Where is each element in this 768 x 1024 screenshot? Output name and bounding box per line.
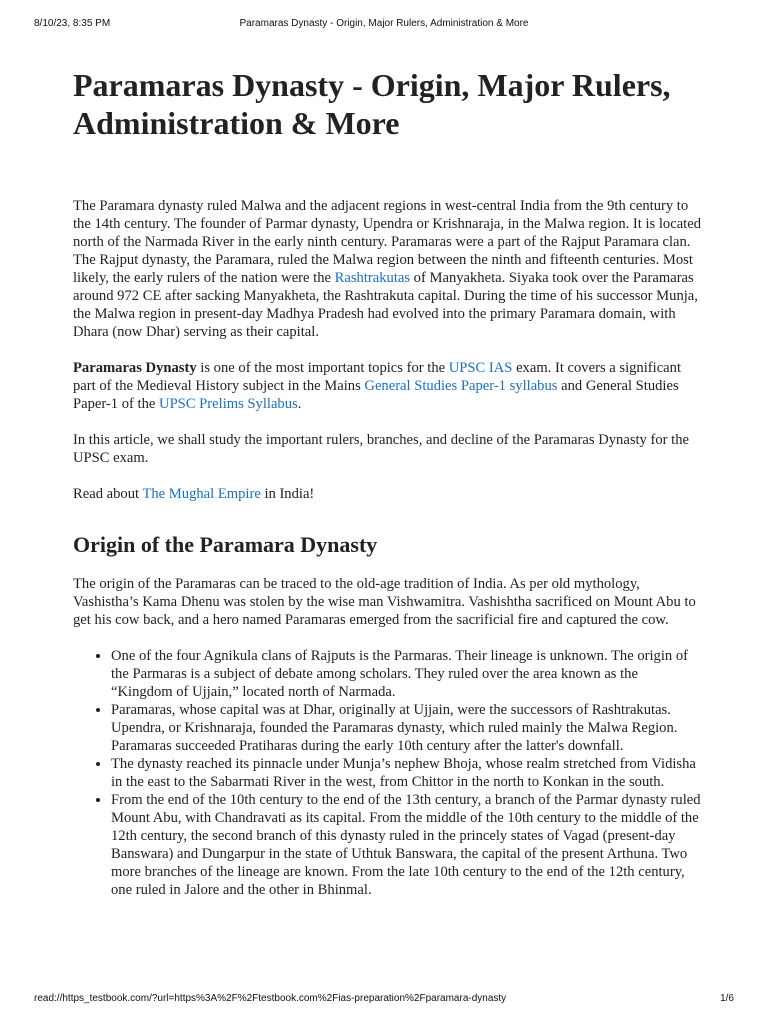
origin-bullet-list bbox=[73, 647, 703, 899]
print-footer bbox=[34, 993, 734, 1007]
gs-paper-1-syllabus-link[interactable]: General Studies Paper-1 syllabus bbox=[364, 378, 558, 394]
page-number: 1/6 bbox=[720, 993, 734, 1004]
list-item: • From the end of the 10th century to the end of the 13th century, a branch of the Parmar dynasty ruled Mount Abu, with Chandravati as its capital. From the middle of the 10th century to the middle of the 12th century, the second branch of this dynasty ruled in the princely states of Vagad (present-day Banswara) and Dungarpur in the state of Uthtuk Banswara, the capital of the present Arthuna. Two more branches of the lineage are known. From the late 10th century to the end of the 12th century, one ruled in Jalore and the other in Bhinmal. bbox=[111, 791, 703, 899]
importance-text-3: and General Studies Paper-1 of the bbox=[73, 378, 679, 412]
origin-paragraph: The origin of the Paramaras can be traced to the old-age tradition of India. As per old mythology, Vashistha’s Kama Dhenu was stolen by the wise man Vishwamitra. Vashishtha sacrificed on Mount Abu to get his cow back, and a hero named Paramaras emerged from the sacrificial fire and captured the cow. bbox=[73, 576, 696, 628]
importance-text-1: is one of the most important topics for the bbox=[196, 360, 449, 376]
list-item: • The dynasty reached its pinnacle under Munja’s nephew Bhoja, whose realm stretched from Vidisha in the east to the Sabarmati River in the west, from Chittor in the north to Konkan in the south. bbox=[111, 755, 703, 791]
read-about-prefix: Read about bbox=[73, 486, 143, 502]
print-header bbox=[34, 18, 734, 32]
origin-heading: Origin of the Paramara Dynasty bbox=[73, 532, 378, 557]
intro-paragraph bbox=[73, 197, 703, 341]
importance-paragraph bbox=[73, 359, 703, 413]
importance-text-4: . bbox=[297, 396, 302, 412]
article-title: Paramaras Dynasty - Origin, Major Rulers, Administration & More bbox=[73, 67, 671, 141]
upsc-ias-link[interactable]: UPSC IAS bbox=[448, 360, 513, 376]
list-item: • One of the four Agnikula clans of Rajputs is the Parmaras. Their lineage is unknown. The origin of the Parmaras is a subject of debate among scholars. They ruled over the area known as the “Kingdom of Ujjain,” located north of Narmada. bbox=[111, 647, 703, 701]
read-about-paragraph bbox=[73, 485, 703, 503]
rashtrakutas-link[interactable]: Rashtrakutas bbox=[334, 270, 411, 286]
mughal-empire-link[interactable]: The Mughal Empire bbox=[142, 486, 261, 502]
article-content bbox=[73, 66, 703, 899]
article-note-paragraph: In this article, we shall study the important rulers, branches, and decline of the Paramaras Dynasty for the UPSC exam. bbox=[73, 432, 689, 466]
print-url: read://https_testbook.com/?url=https%3A%2F%2Ftestbook.com%2Fias-preparation%2Fparamara-dynasty bbox=[34, 993, 507, 1004]
intro-text-1: The Paramara dynasty ruled Malwa and the adjacent regions in west-central India from the 9th century to the 14th century. The founder of Parmar dynasty, Upendra or Krishnaraja, in the Malwa region. It is located north of the Narmada River in the early ninth century. Paramaras were a part of the Rajput Paramara clan. The Rajput dynasty, the Paramara, ruled the Malwa region between the ninth and fifteenth centuries. Most likely, the early rulers of the nation were the bbox=[73, 198, 702, 286]
read-about-suffix: in India! bbox=[260, 486, 315, 502]
upsc-prelims-syllabus-link[interactable]: UPSC Prelims Syllabus bbox=[159, 396, 298, 412]
print-page-title: Paramaras Dynasty - Origin, Major Rulers, Administration & More bbox=[239, 18, 529, 29]
importance-bold-topic: Paramaras Dynasty bbox=[73, 360, 197, 376]
print-date: 8/10/23, 8:35 PM bbox=[34, 18, 111, 29]
intro-text-2: of Manyakheta. Siyaka took over the Paramaras around 972 CE after sacking Manyakheta, the Rashtrakuta capital. During the time of his successor Munja, the Malwa region in present-day Madhya Pradesh had evolved into the primary Paramara domain, with Dhara (now Dhar) serving as their capital. bbox=[73, 270, 698, 340]
list-item: • Paramaras, whose capital was at Dhar, originally at Ujjain, were the successors of Rashtrakutas. Upendra, or Krishnaraja, founded the Paramaras dynasty, which ruled mainly the Malwa Region. Paramaras succeeded Pratiharas during the early 10th century after the latter's downfall. bbox=[111, 701, 703, 755]
importance-text-2: exam. It covers a significant part of the Medieval History subject in the Mains bbox=[73, 360, 681, 394]
